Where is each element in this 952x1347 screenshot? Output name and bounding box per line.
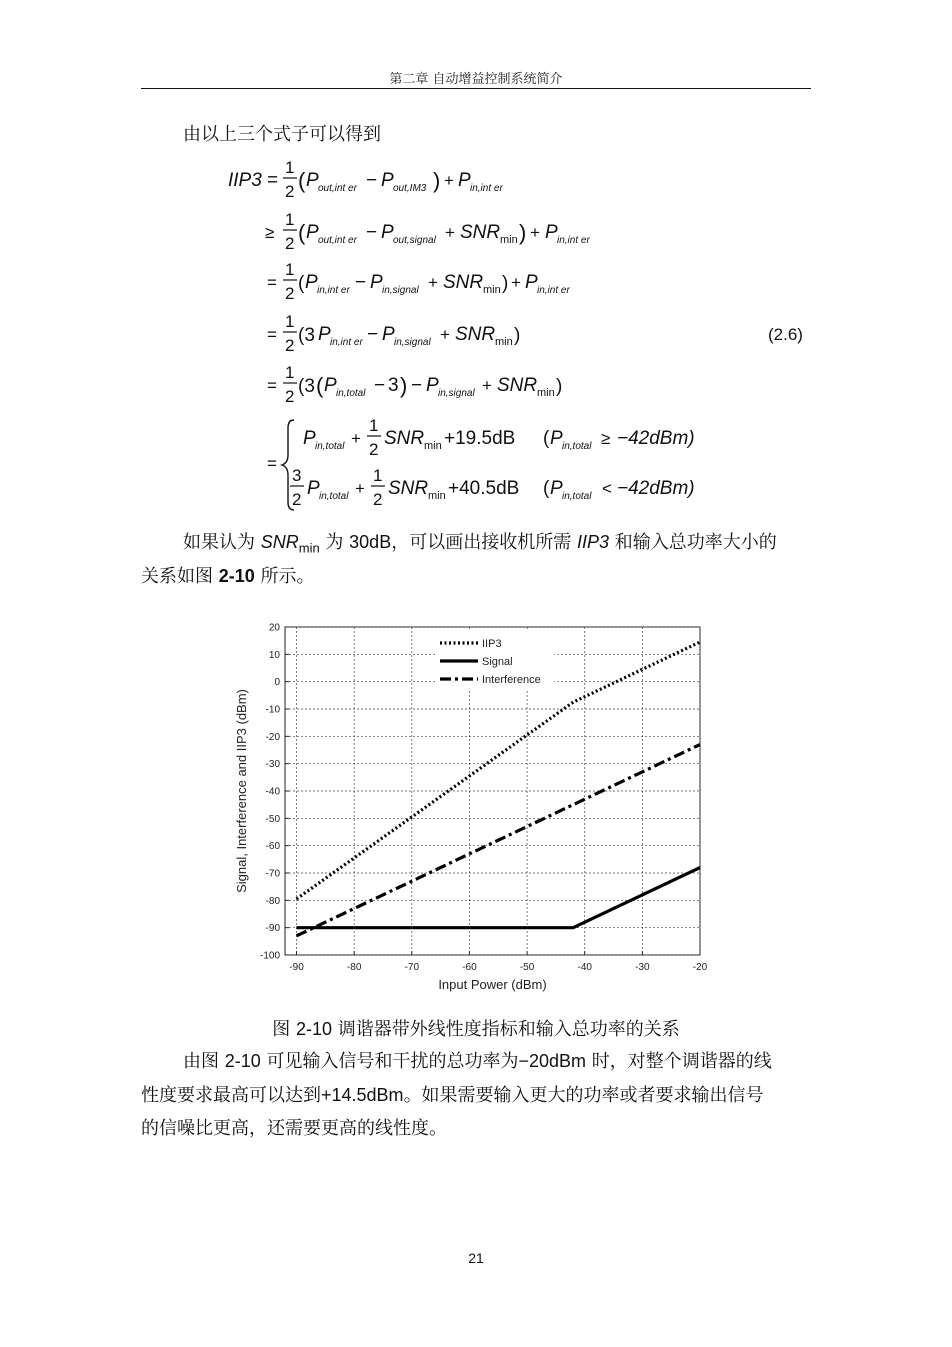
svg-text:1: 1 xyxy=(373,466,383,485)
svg-text:out,IM3: out,IM3 xyxy=(393,183,427,194)
svg-text:2: 2 xyxy=(285,336,295,355)
svg-text:+: + xyxy=(428,273,438,292)
svg-text:−: − xyxy=(366,222,378,243)
svg-text:SNR: SNR xyxy=(460,222,501,243)
svg-text:(: ( xyxy=(543,478,550,499)
svg-text:=: = xyxy=(267,454,277,473)
svg-text:P: P xyxy=(306,222,319,243)
svg-text:SNR: SNR xyxy=(455,324,496,345)
legend-label-iip3: IIP3 xyxy=(482,638,502,650)
svg-text:out,int er: out,int er xyxy=(318,235,357,246)
x-tick-label: -70 xyxy=(404,962,420,973)
x-tick-label: -20 xyxy=(692,962,708,973)
svg-text:+: + xyxy=(511,273,521,292)
svg-text:in,int er: in,int er xyxy=(537,285,570,296)
legend-label-signal: Signal xyxy=(482,656,513,668)
svg-text:+19.5dB: +19.5dB xyxy=(444,428,516,449)
svg-text:=: = xyxy=(267,376,277,395)
svg-text:2: 2 xyxy=(285,284,295,303)
svg-text:≥: ≥ xyxy=(601,429,611,448)
equation-line-3 xyxy=(267,260,570,303)
svg-text:): ) xyxy=(433,168,441,193)
svg-text:P: P xyxy=(381,170,394,191)
x-tick-label: -60 xyxy=(462,962,477,973)
y-tick-label: 0 xyxy=(274,677,280,689)
svg-text:): ) xyxy=(556,376,563,397)
svg-text:P: P xyxy=(303,428,316,449)
equation-piecewise xyxy=(267,416,695,510)
paragraph-2-line-2: 性度要求最高可以达到+14.5dBm。如果需要输入更大的功率或者要求输出信号 xyxy=(141,1085,764,1106)
svg-text:min: min xyxy=(424,440,442,452)
equation-line-2 xyxy=(265,210,590,253)
y-tick-label: -20 xyxy=(265,731,280,743)
svg-text:=: = xyxy=(267,325,277,344)
paragraph-1-line-1: 如果认为 $SNR_{min}$ 为 30dB，可以画出接收机所需 IIP3 和输入总功率大小的 xyxy=(183,532,777,556)
svg-text:in,total: in,total xyxy=(562,441,592,452)
svg-text:−: − xyxy=(366,170,378,191)
svg-text:SNR: SNR xyxy=(497,375,538,396)
svg-text:≥: ≥ xyxy=(265,223,275,242)
svg-text:1: 1 xyxy=(285,210,295,229)
y-tick-label: -80 xyxy=(265,895,280,907)
svg-text:2: 2 xyxy=(285,387,295,406)
y-tick-label: -70 xyxy=(265,868,280,880)
svg-text:(: ( xyxy=(298,220,306,245)
y-tick-label: 10 xyxy=(268,649,280,661)
equation-line-4 xyxy=(267,312,803,355)
series-line-interference xyxy=(297,745,700,936)
x-tick-label: -40 xyxy=(577,962,592,973)
svg-text:−: − xyxy=(374,375,386,396)
svg-text:in,int er: in,int er xyxy=(330,337,363,348)
svg-text:+: + xyxy=(482,376,492,395)
svg-text:2: 2 xyxy=(285,234,295,253)
svg-text:(3: (3 xyxy=(298,325,315,346)
figure-caption: 图 2-10 调谐器带外线性度指标和输入总功率的关系 xyxy=(272,1019,680,1040)
svg-text:P: P xyxy=(550,428,563,449)
svg-text:SNR: SNR xyxy=(443,272,484,293)
svg-text:2: 2 xyxy=(285,182,295,201)
paragraph-2-line-1: 由图 2-10 可见输入信号和干扰的总功率为−20dBm 时，对整个调谐器的线 xyxy=(183,1051,772,1072)
svg-text:(: ( xyxy=(316,373,324,398)
svg-text:1: 1 xyxy=(285,312,295,331)
x-tick-label: -80 xyxy=(346,962,362,973)
x-tick-label: -30 xyxy=(635,962,650,973)
svg-text:P: P xyxy=(370,272,383,293)
figure-2-10-chart xyxy=(228,615,718,1000)
svg-text:min: min xyxy=(483,284,501,296)
svg-text:2: 2 xyxy=(292,490,302,509)
svg-text:): ) xyxy=(519,220,527,245)
svg-text:3: 3 xyxy=(292,466,302,485)
svg-text:+40.5dB: +40.5dB xyxy=(448,478,520,499)
svg-text:out,signal: out,signal xyxy=(393,235,436,246)
svg-text:P: P xyxy=(381,222,394,243)
y-tick-label: -90 xyxy=(265,923,280,935)
svg-text:(: ( xyxy=(298,273,305,294)
paragraph-1-line-2: 关系如图 2-10 所示。 xyxy=(141,566,315,587)
svg-text:1: 1 xyxy=(285,363,295,382)
svg-text:−: − xyxy=(411,375,423,396)
svg-text:): ) xyxy=(514,325,521,346)
svg-text:P: P xyxy=(305,272,318,293)
svg-text:SNR: SNR xyxy=(388,478,429,499)
svg-text:−: − xyxy=(367,324,379,345)
svg-text:min: min xyxy=(500,234,518,246)
y-tick-label: -50 xyxy=(265,813,280,825)
y-tick-label: 20 xyxy=(268,622,280,634)
svg-text:P: P xyxy=(307,478,320,499)
svg-text:(3: (3 xyxy=(298,376,315,397)
svg-text:in,int er: in,int er xyxy=(470,183,503,194)
svg-text:in,signal: in,signal xyxy=(382,285,419,296)
svg-text:P: P xyxy=(525,272,538,293)
svg-text:in,signal: in,signal xyxy=(438,388,475,399)
page-number: 21 xyxy=(468,1250,484,1266)
svg-text:(: ( xyxy=(543,428,550,449)
svg-text:=: = xyxy=(267,273,277,292)
intro-text: 由以上三个式子可以得到 xyxy=(183,124,381,145)
svg-text:P: P xyxy=(382,324,395,345)
equation-line-5 xyxy=(267,363,562,406)
svg-text:IIP3: IIP3 xyxy=(228,170,262,191)
svg-text:2: 2 xyxy=(369,440,379,459)
x-tick-label: -50 xyxy=(519,962,535,973)
svg-text:P: P xyxy=(458,170,471,191)
equation-number: (2.6) xyxy=(768,325,803,344)
running-header: 第二章 自动增益控制系统简介 xyxy=(389,72,563,87)
svg-text:1: 1 xyxy=(285,260,295,279)
svg-text:+: + xyxy=(445,223,455,242)
svg-text:P: P xyxy=(545,222,558,243)
svg-text:in,total: in,total xyxy=(336,388,366,399)
svg-text:min: min xyxy=(428,490,446,502)
svg-text:1: 1 xyxy=(285,158,295,177)
svg-text:): ) xyxy=(400,373,408,398)
svg-text:P: P xyxy=(426,375,439,396)
svg-text:in,int er: in,int er xyxy=(317,285,350,296)
svg-text:P: P xyxy=(306,170,319,191)
svg-text:min: min xyxy=(495,336,513,348)
svg-text:3: 3 xyxy=(388,375,399,396)
svg-text:<: < xyxy=(602,479,612,498)
svg-text:(: ( xyxy=(298,168,306,193)
x-axis-label: Input Power (dBm) xyxy=(438,977,547,992)
y-tick-label: -10 xyxy=(265,704,280,716)
svg-text:SNR: SNR xyxy=(384,428,425,449)
svg-text:+: + xyxy=(351,429,361,448)
svg-text:+: + xyxy=(355,479,365,498)
svg-text:2: 2 xyxy=(373,490,383,509)
svg-text:): ) xyxy=(502,273,509,294)
y-axis-label: Signal, Interference and IIP3 (dBm) xyxy=(234,689,249,893)
svg-text:min: min xyxy=(537,387,555,399)
svg-text:P: P xyxy=(324,375,337,396)
svg-text:P: P xyxy=(550,478,563,499)
y-tick-label: -40 xyxy=(265,786,280,798)
svg-text:out,int er: out,int er xyxy=(318,183,357,194)
x-tick-label: -90 xyxy=(289,962,304,973)
svg-text:in,int er: in,int er xyxy=(557,235,590,246)
svg-text:+: + xyxy=(440,325,450,344)
svg-text:1: 1 xyxy=(369,416,379,435)
y-tick-label: -30 xyxy=(265,759,280,771)
svg-text:in,total: in,total xyxy=(319,491,349,502)
paragraph-2-line-3: 的信噪比更高，还需要更高的线性度。 xyxy=(141,1118,447,1139)
svg-text:+: + xyxy=(444,171,454,190)
svg-text:−42dBm): −42dBm) xyxy=(617,428,695,449)
legend-label-interference: Interference xyxy=(482,674,541,686)
svg-text:P: P xyxy=(318,324,331,345)
series-line-signal xyxy=(297,868,700,928)
y-tick-label: -60 xyxy=(265,841,280,853)
svg-text:in,total: in,total xyxy=(315,441,345,452)
svg-text:+: + xyxy=(530,223,540,242)
equation-line-1 xyxy=(228,158,503,201)
svg-text:in,signal: in,signal xyxy=(394,337,431,348)
svg-text:=: = xyxy=(267,170,279,191)
svg-text:−42dBm): −42dBm) xyxy=(617,478,695,499)
svg-text:−: − xyxy=(355,272,367,293)
header-rule xyxy=(141,88,811,89)
y-tick-label: -100 xyxy=(259,950,280,962)
svg-text:in,total: in,total xyxy=(562,491,592,502)
